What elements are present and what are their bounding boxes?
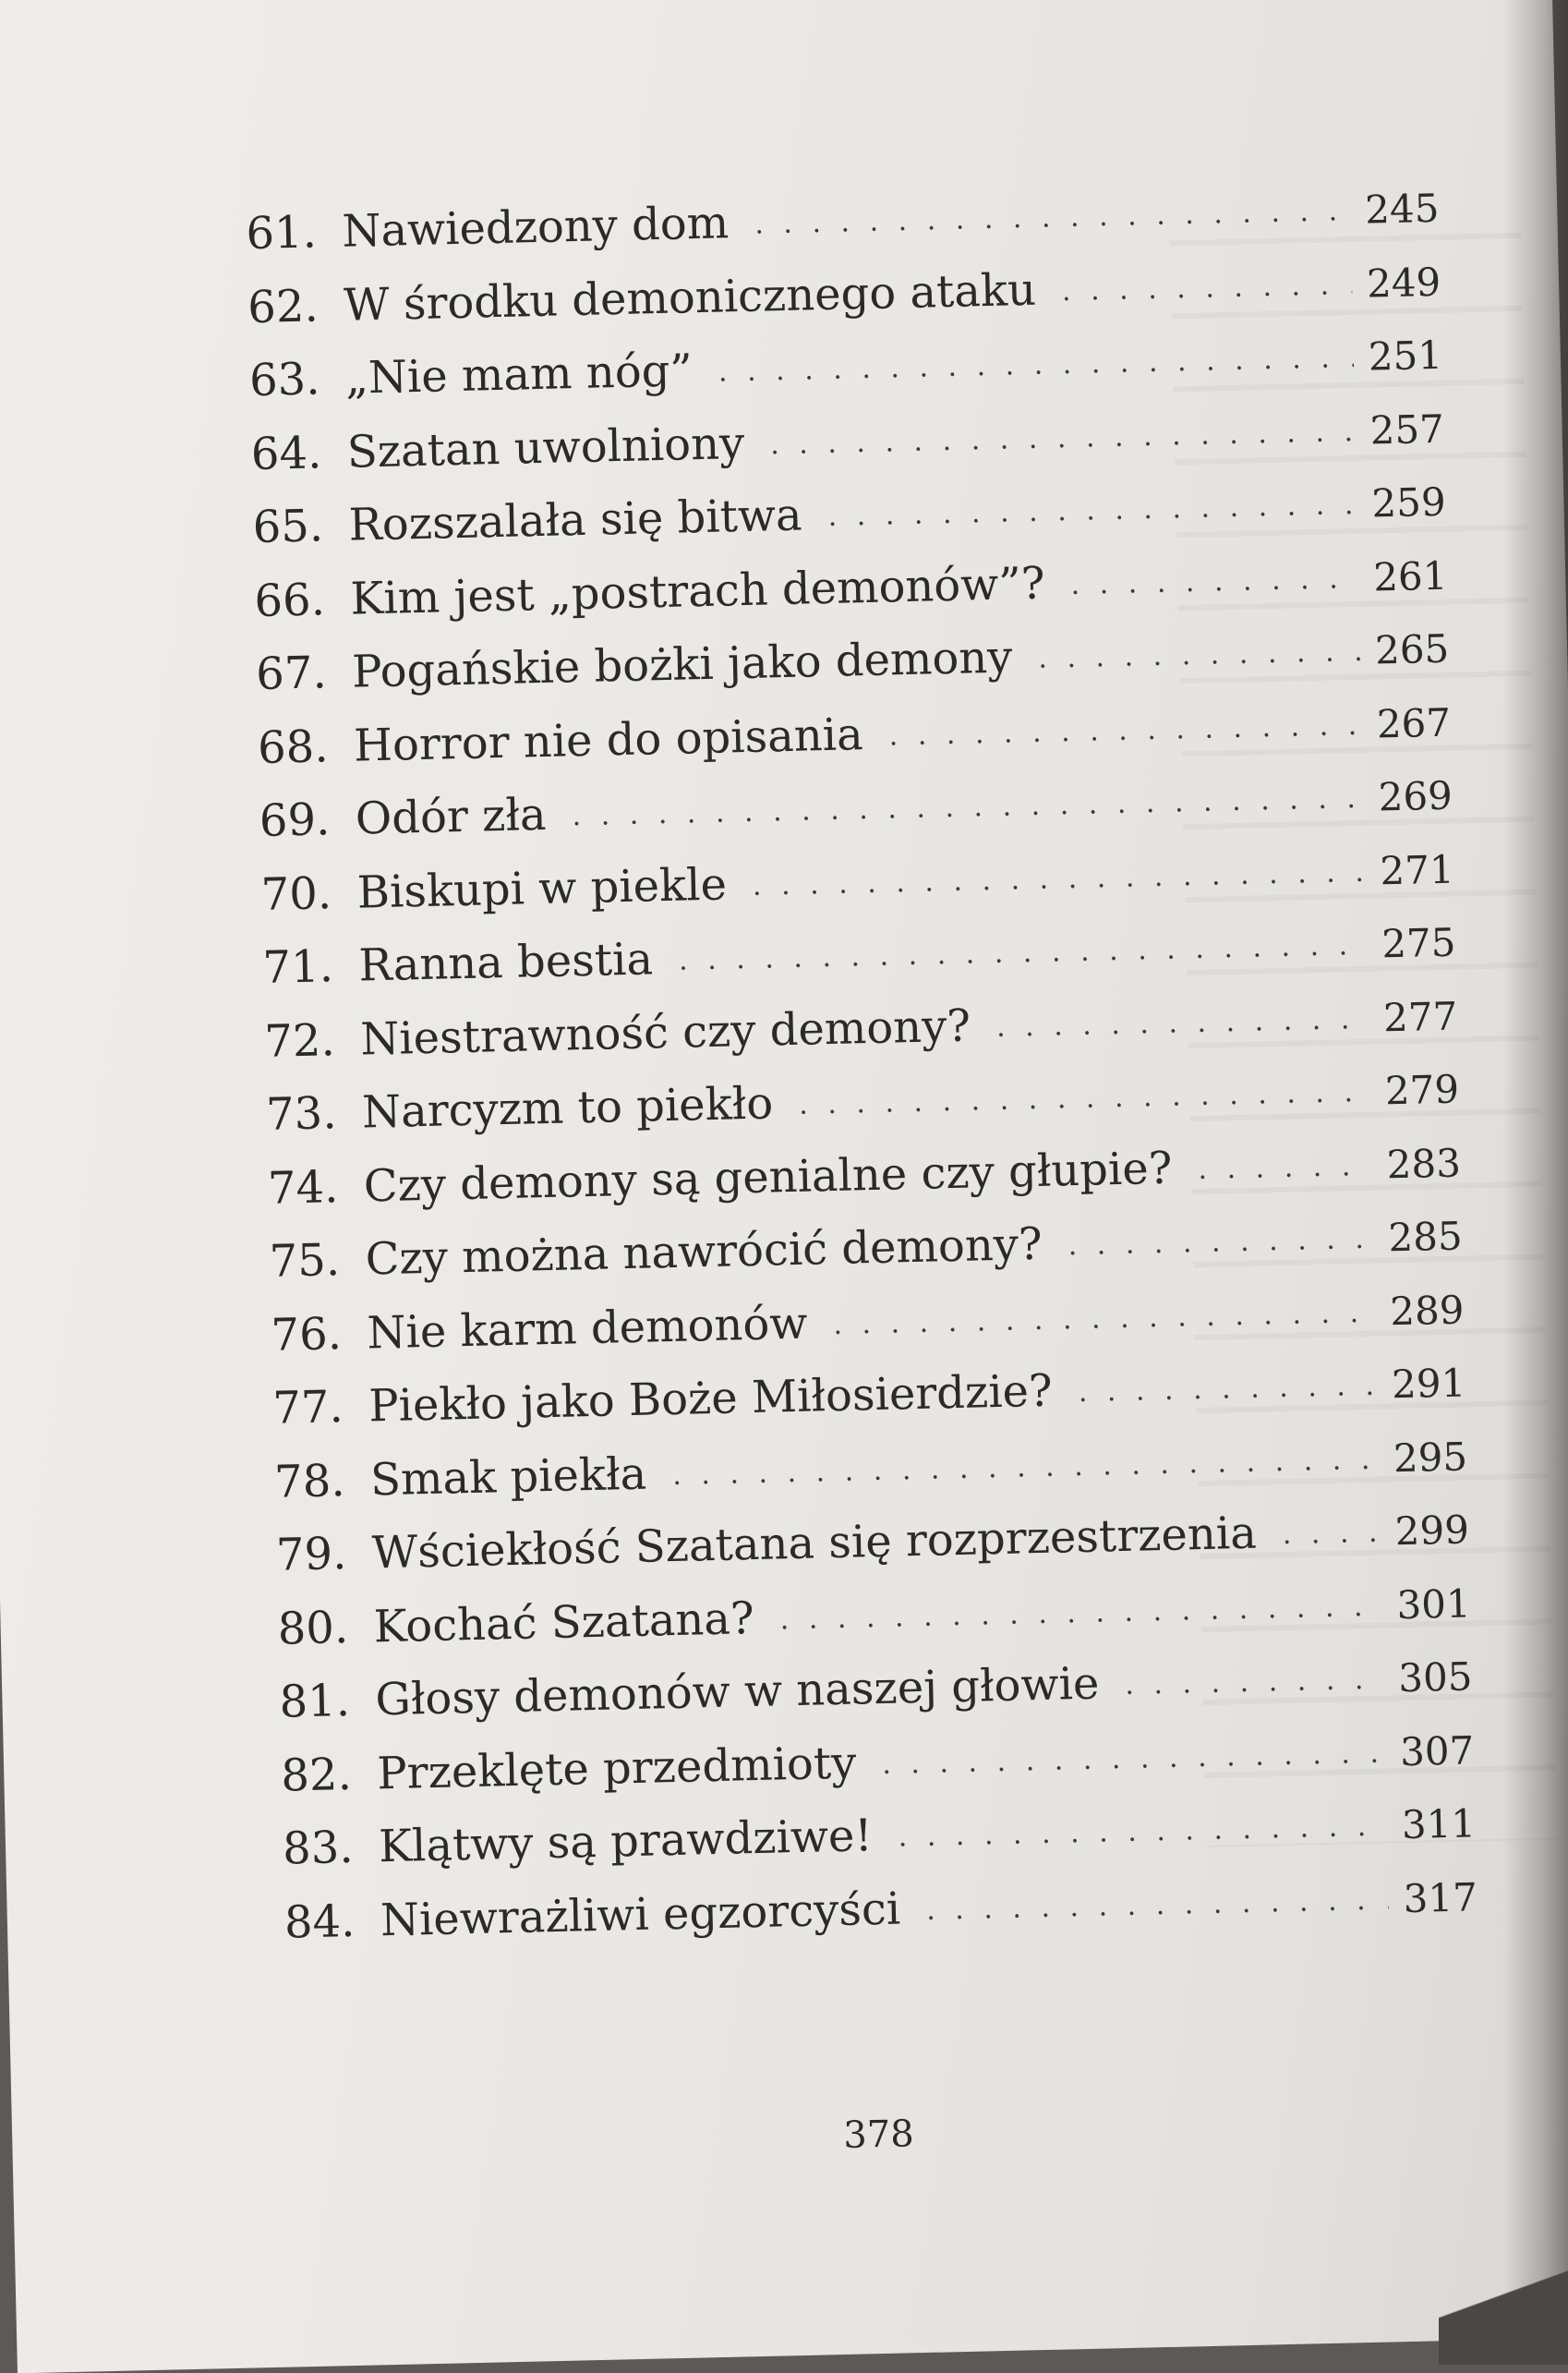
toc-entry-page: 305 [1397,1653,1474,1701]
toc-entry-number: 79. [275,1528,347,1581]
toc-entry-page: 291 [1391,1360,1466,1408]
toc-entry-number: 77. [271,1381,344,1435]
toc-entry-title: Nawiedzony dom [341,197,730,258]
toc-entry-title: Smak piekła [369,1447,647,1506]
toc-entry-page: 317 [1403,1873,1478,1921]
toc-entry-number: 66. [253,573,326,627]
dot-leader [672,1443,1379,1491]
toc-entry-title: Nie karm demonów [366,1297,808,1359]
dot-leader [1282,1517,1381,1551]
toc-entry-number: 62. [247,279,320,333]
toc-entry-number: 63. [248,353,321,407]
toc-entry-page: 257 [1369,406,1445,454]
toc-entry-page: 311 [1401,1800,1477,1848]
toc-entry-page: 267 [1376,699,1452,746]
toc-entry-title: W środku demonicznego ataku [343,263,1037,332]
dot-leader [779,1590,1382,1636]
toc-entry-title: Biskupi w piekle [356,858,728,919]
toc-entry-page: 277 [1382,993,1458,1040]
toc-entry-title: Klątwy są prawdziwe! [378,1810,874,1873]
toc-entry-number: 71. [261,940,334,994]
dot-leader [1078,1370,1377,1409]
toc-entry-page: 295 [1393,1433,1468,1481]
toc-entry-title: Czy można nawrócić demony? [365,1217,1043,1286]
dot-leader [1125,1664,1384,1701]
dot-leader [898,1810,1387,1854]
toc-entry-page: 269 [1378,772,1453,820]
toc-entry-title: Niewrażliwi egzorcyści [380,1883,901,1946]
toc-entry-title: Szatan uwolniony [346,417,745,478]
toc-entry-number: 80. [277,1601,349,1655]
page-number: 378 [842,2113,915,2157]
toc-entry-page: 249 [1366,259,1441,307]
toc-entry-number: 61. [245,206,318,260]
toc-entry-number: 84. [283,1895,356,1949]
toc-entry-page: 259 [1370,478,1447,527]
toc-entry-page: 283 [1386,1140,1462,1187]
toc-entry-page: 261 [1372,552,1448,600]
toc-entry-number: 78. [273,1454,346,1508]
toc-entry-page: 271 [1379,846,1455,893]
toc-entry-number: 76. [270,1307,343,1362]
dot-leader [572,782,1364,832]
toc-entry-title: Kim jest „postrach demonów”? [349,557,1046,625]
dot-leader [833,1296,1376,1340]
dot-leader [754,195,1351,241]
toc-entry-number: 74. [267,1160,339,1215]
toc-entry-number: 83. [282,1821,355,1875]
dot-leader [753,855,1366,902]
toc-entry-page: 275 [1381,919,1456,967]
toc-entry-number: 82. [280,1748,353,1802]
toc-entry-page: 307 [1399,1726,1475,1774]
toc-entry-title: Narcyzm to piekło [361,1077,774,1139]
toc-entry-page: 279 [1384,1066,1460,1114]
toc-entry-title: „Nie mam nóg” [344,345,694,405]
toc-entry-number: 72. [263,1013,336,1068]
dot-leader [770,415,1356,460]
toc-entry-page: 299 [1394,1507,1470,1555]
toc-entry-page: 251 [1368,332,1443,380]
dot-leader [718,342,1355,389]
toc-entry-number: 64. [250,426,322,480]
toc-entry-number: 75. [269,1234,341,1288]
toc-entry-page: 301 [1395,1580,1472,1628]
table-of-contents [246,181,1477,1970]
dot-leader [996,1002,1369,1043]
toc-entry-title: Głosy demonów w naszej głowie [374,1657,1100,1726]
background-corner [1439,2254,1568,2365]
toc-entry-number: 69. [259,793,331,847]
dot-leader [882,1737,1386,1780]
toc-entry-title: Niestrawność czy demony? [359,999,971,1066]
toc-entry-page: 265 [1374,625,1450,673]
toc-entry-title: Kochać Szatana? [373,1592,755,1653]
dot-leader [926,1883,1389,1926]
book-fold-shadow [1503,0,1568,2365]
toc-entry-page: 245 [1364,185,1440,233]
toc-entry-title: Wściekłość Szatana się rozprzestrzenia [371,1507,1258,1580]
dot-leader [888,708,1362,752]
toc-entry-title: Czy demony są genialne czy głupie? [363,1142,1173,1212]
toc-entry-number: 68. [257,720,330,774]
toc-entry-title: Ranna bestia [357,933,654,992]
dot-leader [1038,636,1361,675]
toc-entry-title: Horror nie do opisania [353,708,864,772]
toc-entry-title: Odór zła [355,788,548,845]
dot-leader [799,1076,1371,1121]
dot-leader [1198,1149,1372,1185]
toc-entry-number: 65. [252,500,324,554]
dot-leader [1070,562,1359,600]
toc-entry-number: 81. [278,1674,351,1728]
dot-leader [679,929,1368,977]
toc-entry-title: Przeklęte przedmioty [376,1737,857,1799]
toc-entry-page: 285 [1387,1213,1464,1261]
toc-entry-page: 289 [1389,1287,1465,1334]
toc-entry-title: Piekło jako Boże Miłosierdzie? [368,1364,1054,1433]
toc-entry-number: 70. [260,866,332,921]
toc-entry-title: Rozszalała się bitwa [348,489,803,551]
toc-entry-title: Pogańskie bożki jako demony [351,631,1013,698]
toc-entry-number: 67. [255,647,328,700]
dot-leader [1062,268,1353,307]
toc-entry-number: 73. [265,1087,338,1141]
dot-leader [1067,1223,1374,1262]
dot-leader [827,489,1357,533]
